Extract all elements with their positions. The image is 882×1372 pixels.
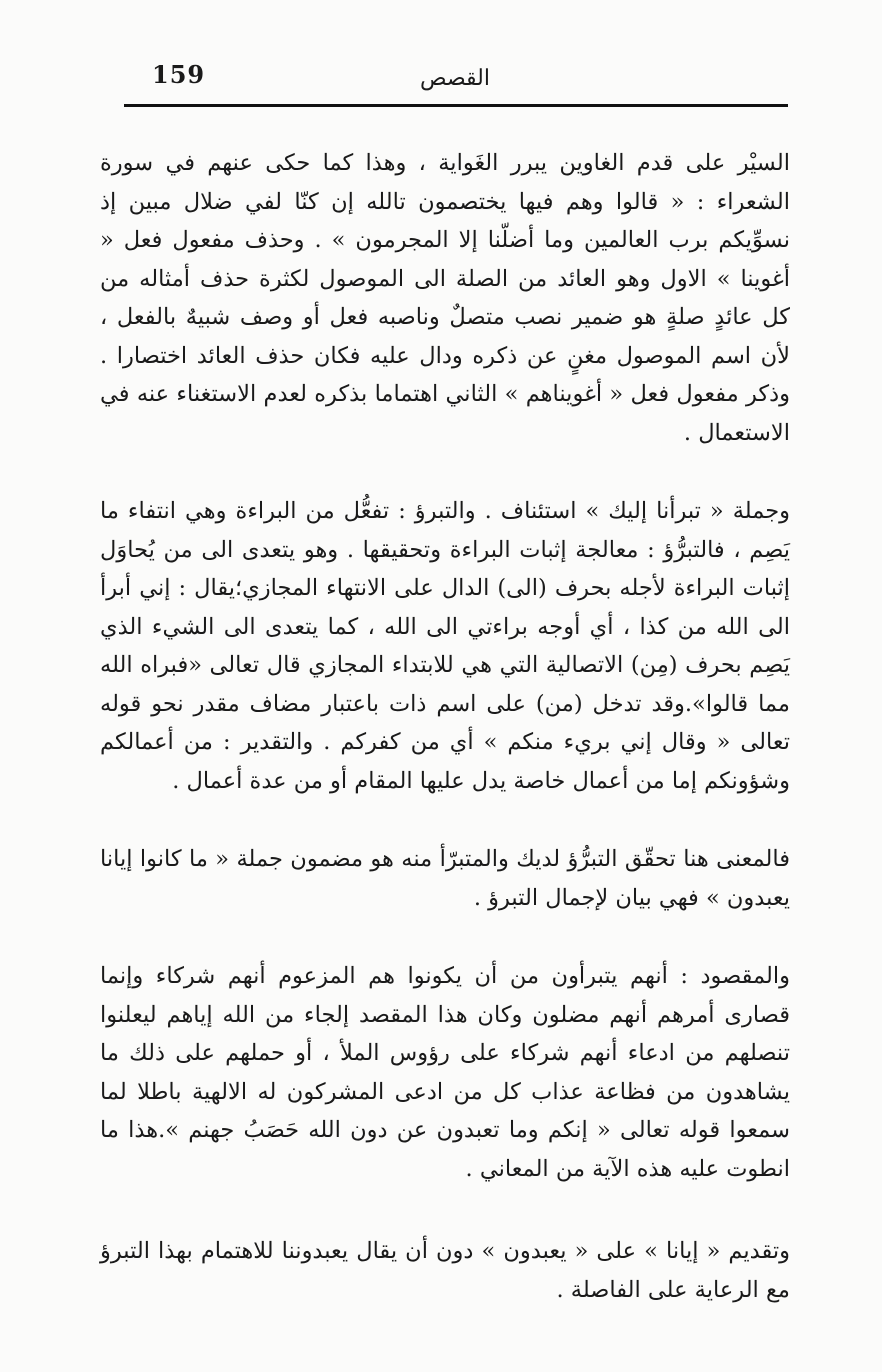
paragraph: والمقصود : أنهم يتبرأون من أن يكونوا هم المزعوم أنهم شركاء وإنما قصارى أمرهم أنهم مضلون وكان هذا المقصد إلجاء من الله إياهم ليعلنوا تنصلهم من ادعاء أنهم شركاء على رؤوس الملأ ، أو حملهم على ذلك ما يشاهدون من فظاعة عذاب كل من ادعى المشركون له الالهية باطلا لما سمعوا قوله تعالى « إنكم وما تعبدون عن دون الله حَصَبُ جهنم ».هذا ما انطوت عليه هذه الآية من المعاني . xyxy=(100,963,790,1182)
paragraph: السيْر على قدم الغاوين يبرر الغَواية ، وهذا كما حكى عنهم في سورة الشعراء : « قالوا وهم فيها يختصمون تالله إن كنّا لفي ضلال مبين إذ نسوِّيكم برب العالمين وما أضلّنا إلا المجرمون » . وحذف مفعول فعل « أغوينا » الاول وهو العائد من الصلة الى الموصول لكثرة حذف أمثاله من كل عائدٍ صلةٍ هو ضمير نصب متصلٌ وناصبه فعل أو وصف شبيهٌ بالفعل ، لأن اسم الموصول مغنٍ عن ذكره ودال عليه فكان حذف العائد اختصارا . وذكر مفعول فعل « أغويناهم » الثاني اهتماما بذكره لعدم الاستغناء عنه في الاستعمال . xyxy=(100,150,790,446)
paragraph: وجملة « تبرأنا إليك » استئناف . والتبرؤ : تفعُّل من البراءة وهي انتفاء ما يَصِم ، فالتبرُّؤ : معالجة إثبات البراءة وتحقيقها . وهو يتعدى الى من يُحاوَل إثبات البراءة لأجله بحرف (الى) الدال على الانتهاء المجازي؛يقال : إني أبرأ الى الله من كذا ، أي أوجه براءتي الى الله ، كما يتعدى الى الشيء الذي يَصِم بحرف (مِن) الاتصالية التي هي للابتداء المجازي قال تعالى «فبراه الله مما قالوا».وقد تدخل (من) على اسم ذات باعتبار مضاف مقدر نحو قوله تعالى « وقال إني بريء منكم » أي من كفركم . والتقدير : من أعمالكم وشؤونكم إما من أعمال خاصة يدل عليها المقام أو من عدة أعمال . xyxy=(100,498,790,794)
header-rule xyxy=(124,104,788,107)
paragraph: فالمعنى هنا تحقّق التبرُّؤ لديك والمتبرّأ منه هو مضمون جملة « ما كانوا إيانا يعبدون » فهي بيان لإجمال التبرؤ . xyxy=(100,846,790,911)
body-text xyxy=(100,144,790,1309)
page-header xyxy=(124,58,786,102)
running-title: القصص xyxy=(420,66,490,91)
paragraph: وتقديم « إيانا » على « يعبدون » دون أن يقال يعبدوننا للاهتمام بهذا التبرؤ مع الرعاية على الفاصلة . xyxy=(100,1238,790,1303)
page-number: 159 xyxy=(152,60,206,89)
